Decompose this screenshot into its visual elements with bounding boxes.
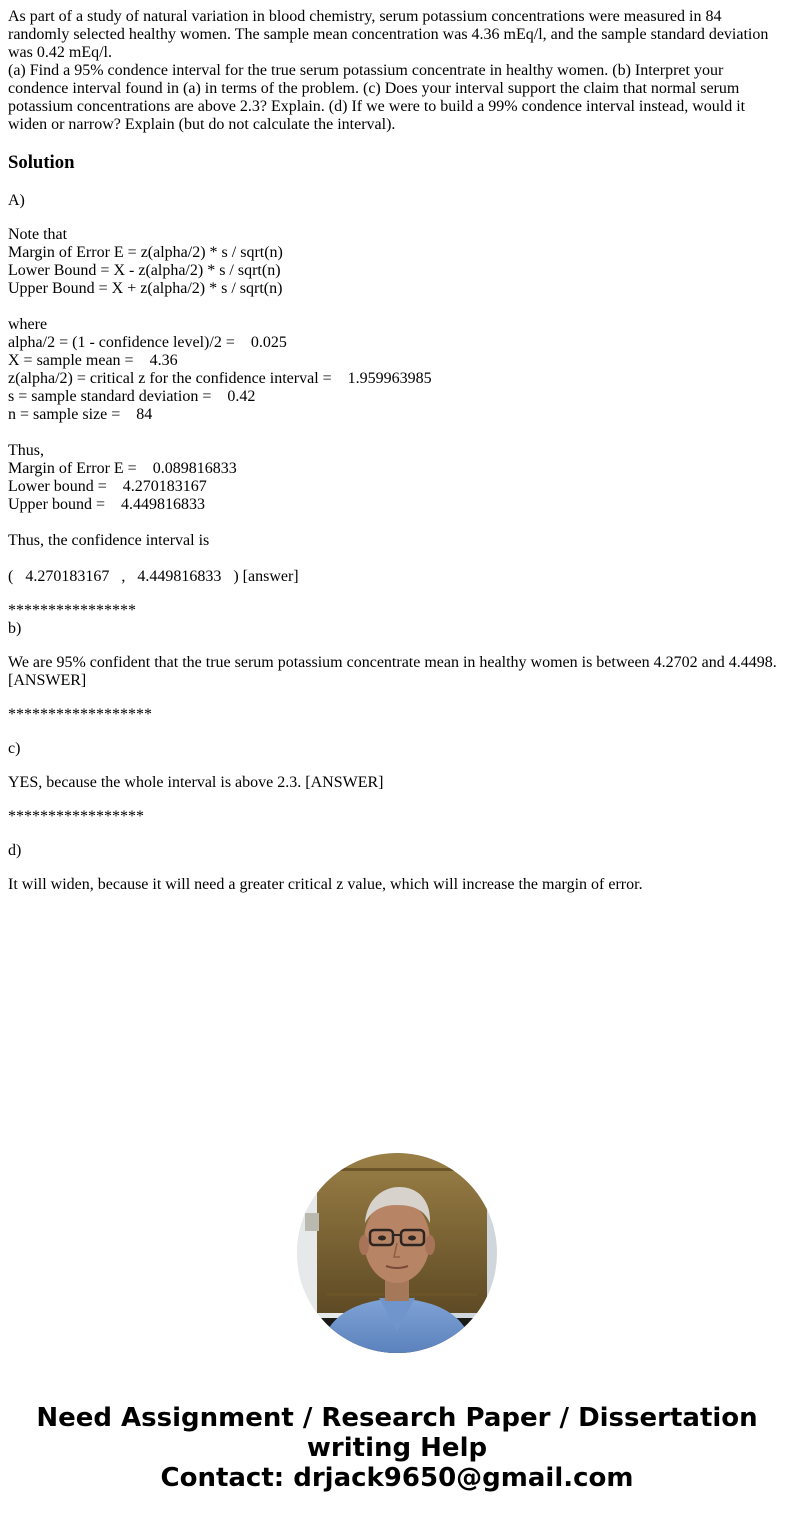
sample-size: n = sample size = 84 (8, 406, 153, 423)
upper-value: Upper bound = 4.449816833 (8, 496, 206, 513)
part-b-answer: We are 95% confident that the true serum potassium concentrate mean in healthy women is between 4.2702 and 4.4498. [ANSWER] (8, 654, 777, 689)
question-intro: As part of a study of natural variation in blood chemistry, serum potassium concentrations were measured in 84 randomly selected healthy women. The sample mean concentration was 4.36 mEq/l, and the sample standard deviation was 0.42 mEq/l. (8, 8, 769, 61)
promo-line-1: Need Assignment / Research Paper / Dissertation (36, 1403, 758, 1433)
formula-block (8, 226, 786, 550)
promo-contact: Contact: drjack9650@gmail.com (160, 1463, 634, 1493)
part-d-answer: It will widen, because it will need a greater critical z value, which will increase the margin of error. (8, 876, 643, 893)
formula-margin: Margin of Error E = z(alpha/2) * s / sqrt(n) (8, 244, 283, 261)
ci-intro: Thus, the confidence interval is (8, 532, 210, 549)
lower-value: Lower bound = 4.270183167 (8, 478, 207, 495)
author-portrait-image (297, 1153, 497, 1353)
part-a-label: A) (8, 192, 25, 209)
thus-label: Thus, (8, 442, 44, 459)
alpha-half: alpha/2 = (1 - confidence level)/2 = 0.025 (8, 334, 287, 351)
question-paragraph (8, 8, 786, 134)
separator-1: **************** (8, 602, 136, 619)
part-c-answer: YES, because the whole interval is above 2.3. [ANSWER] (8, 774, 384, 791)
formula-upper: Upper Bound = X + z(alpha/2) * s / sqrt(n) (8, 280, 283, 297)
sample-sd: s = sample standard deviation = 0.42 (8, 388, 256, 405)
question-parts: (a) Find a 95% condence interval for the true serum potassium concentrate in healthy women. (b) Interpret your condence interval found in (a) in terms of the problem. (c) Does your interval support the claim that normal serum potassium concentrations are above 2.3? Explain. (d) If we were to build a 99% condence interval instead, would it widen or narrow? Explain (but do not calculate the interval). (8, 62, 746, 133)
promo-footer (0, 1403, 794, 1493)
formula-lower: Lower Bound = X - z(alpha/2) * s / sqrt(n) (8, 262, 281, 279)
part-b-label: b) (8, 620, 22, 637)
document-body (8, 8, 786, 894)
promo-line-2: writing Help (306, 1433, 488, 1463)
sample-mean: X = sample mean = 4.36 (8, 352, 178, 369)
critical-z: z(alpha/2) = critical z for the confidence interval = 1.959963985 (8, 370, 432, 387)
separator-2: ****************** (8, 706, 152, 723)
ci-answer: ( 4.270183167 , 4.449816833 ) [answer] (8, 568, 299, 585)
author-avatar (297, 1153, 497, 1353)
separator-3: ***************** (8, 808, 144, 825)
part-c-label: c) (8, 740, 21, 757)
where-label: where (8, 316, 48, 333)
margin-value: Margin of Error E = 0.089816833 (8, 460, 237, 477)
solution-heading: Solution (8, 152, 75, 173)
note-that: Note that (8, 226, 68, 243)
part-d-label: d) (8, 842, 22, 859)
